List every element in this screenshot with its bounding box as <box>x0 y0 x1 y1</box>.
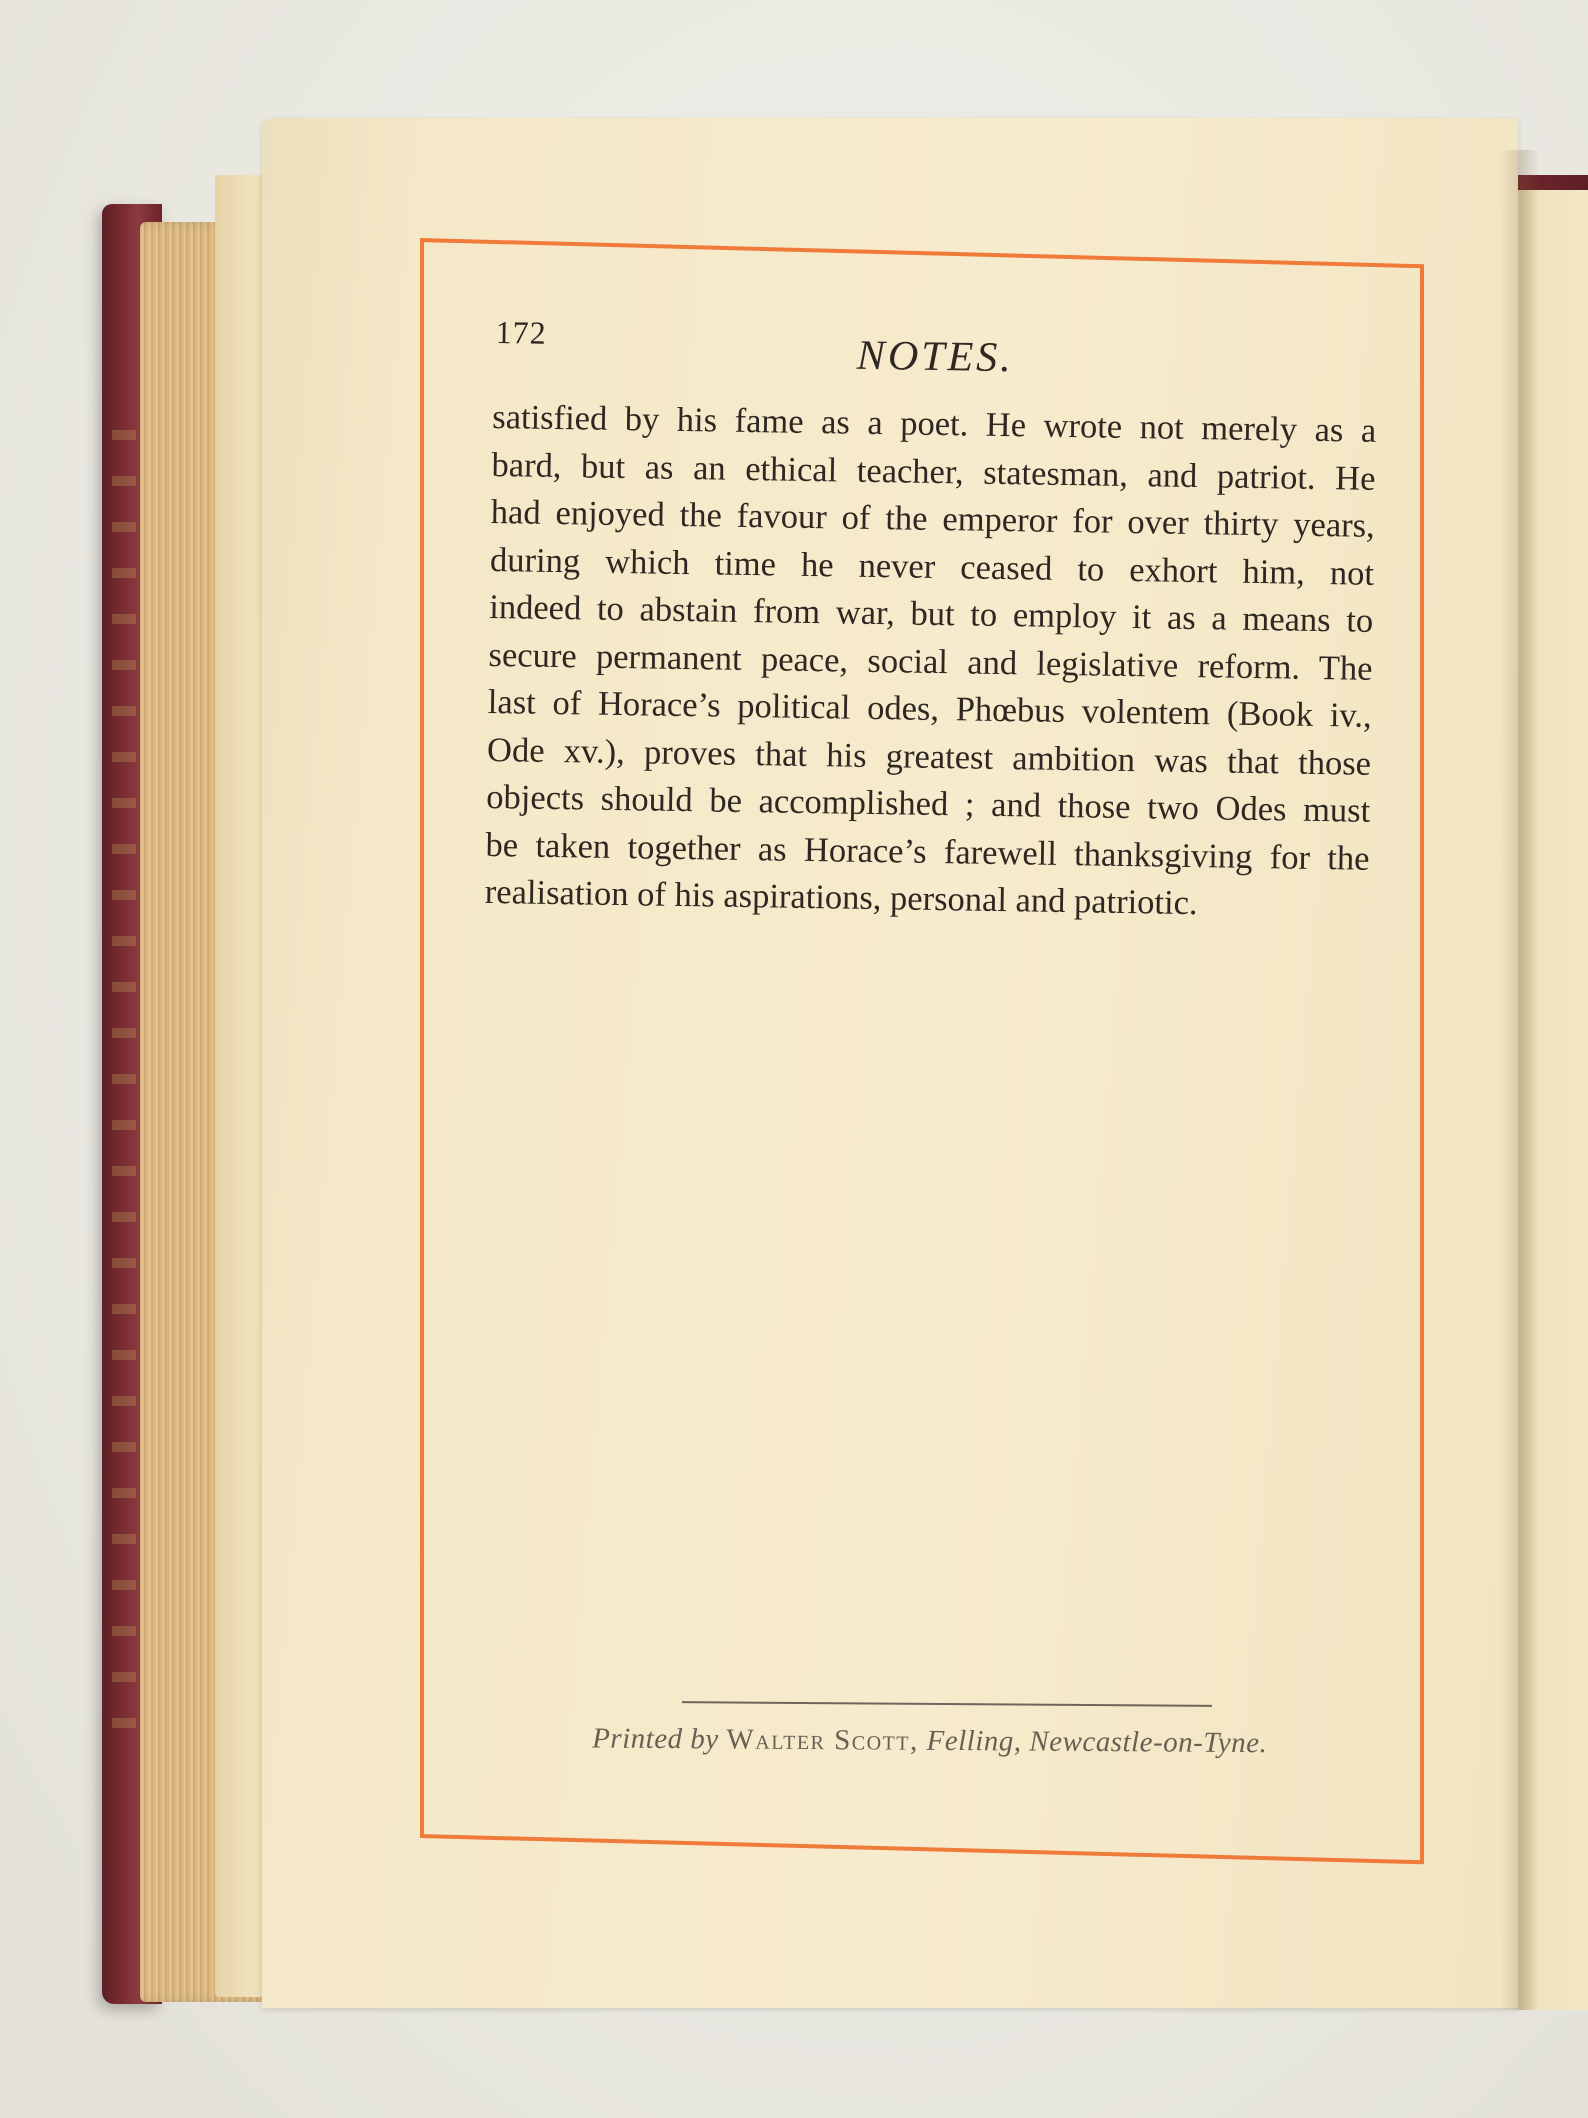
text-line: objects should be accomplished ; and those two Odes must <box>486 777 1371 830</box>
text-line: secure permanent peace, social and legislative reform. The <box>488 635 1373 688</box>
gutter-shadow <box>1500 150 1540 2010</box>
text-line: be taken together as Horace’s farewell thanksgiving for the <box>485 825 1370 878</box>
text-line: realisation of his aspirations, personal and patriotic. <box>484 872 1198 923</box>
page-header <box>493 310 1378 408</box>
page-number: 172 <box>495 314 547 351</box>
body-paragraph <box>484 394 1376 930</box>
text-line: during which time he never ceased to exhort him, not <box>489 540 1375 593</box>
cover-pattern <box>112 430 136 1730</box>
imprint-place: Felling, Newcastle-on-Tyne. <box>926 1724 1268 1760</box>
running-title: NOTES. <box>856 332 1015 382</box>
text-line: had enjoyed the favour of the emperor for over thirty years, <box>490 492 1376 545</box>
imprint-printer: Walter Scott, <box>726 1723 919 1757</box>
page-footer <box>520 1700 1340 1761</box>
text-line: indeed to abstain from war, but to employ it as a means to <box>489 587 1374 640</box>
text-line: last of Horace’s political odes, Phœbus volentem (Book iv., <box>487 682 1373 735</box>
text-line: bard, but as an ethical teacher, statesman, and patriot. He <box>491 445 1376 498</box>
printer-imprint <box>520 1722 1340 1761</box>
imprint-printed-by: Printed by <box>592 1722 719 1756</box>
page-content <box>484 310 1377 930</box>
text-line: satisfied by his fame as a poet. He wrote not merely as a <box>492 397 1377 450</box>
text-line: Ode xv.), proves that his greatest ambition was that those <box>486 730 1372 783</box>
